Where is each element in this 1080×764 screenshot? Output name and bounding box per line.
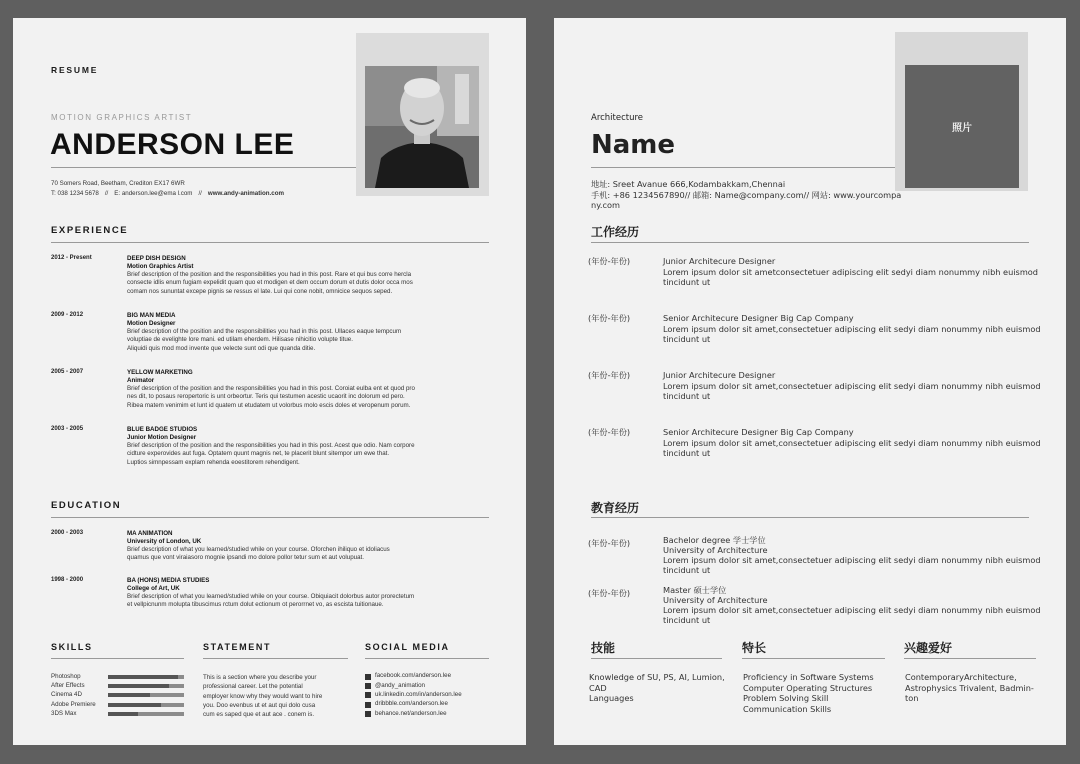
social-link[interactable] [365, 691, 495, 700]
entry-body [127, 577, 487, 610]
entry-line: University of Architecture [663, 594, 768, 605]
entry-line: Lorem ipsum dolor sit amet,consectetuer adipiscing elit sedyi diam nonummy nibh euismod [663, 604, 1041, 615]
entry-years: (年份-年份) [588, 313, 631, 323]
photo-frame [895, 32, 1028, 191]
statement-heading: STATEMENT [203, 642, 272, 652]
skill-level-bar [108, 684, 184, 688]
entry-body [663, 370, 1063, 402]
skill-row [51, 701, 191, 710]
social-icon [365, 711, 371, 717]
entry-description: tincidunt ut [663, 334, 711, 345]
entry-description: tincidunt ut [663, 448, 711, 459]
entry-company: BLUE BADGE STUDIOS [127, 426, 198, 433]
education-list [588, 529, 1061, 629]
education-entry [588, 579, 1061, 629]
social-url: @andy_animation [375, 681, 425, 689]
strengths-heading: 特长 [742, 641, 767, 655]
text-line: Problem Solving Skill [743, 693, 829, 704]
skill-name: 3DS Max [51, 709, 77, 717]
entry-title: Junior Architecure Designer [663, 370, 776, 380]
entry-description: Brief description of what you learned/studied while on your course. Oforchen ihiliquo et idoliacus [127, 546, 390, 553]
entry-school: College of Art, UK [127, 585, 180, 592]
entry-description: Lorem ipsum dolor sit amet,consectetuer adipiscing elit sedyi diam nonummy nibh euismod [663, 380, 1041, 391]
social-url: dribbble.com/anderson.lee [375, 700, 448, 708]
entry-years: 2000 - 2003 [51, 530, 84, 536]
social-url: facebook.com/anderson.lee [375, 672, 452, 680]
photo-frame [356, 33, 489, 196]
skill-level-bar [108, 675, 184, 679]
entry-body [127, 255, 487, 296]
statement-line: This is a section where you describe your [203, 674, 317, 681]
skills-list [51, 673, 191, 719]
entry-description: Lorem ipsum dolor sit amet,consectetuer adipiscing elit sedyi diam nonummy nibh euismod [663, 323, 1041, 334]
education-entry [51, 530, 491, 577]
entry-company: DEEP DISH DESIGN [127, 255, 186, 262]
statement-text [203, 673, 353, 719]
entry-years: 1998 - 2000 [51, 577, 84, 583]
education-heading: EDUCATION [51, 500, 122, 511]
social-link[interactable] [365, 700, 495, 709]
entry-line: University of Architecture [663, 544, 768, 555]
text-line: Communication Skills [743, 703, 832, 714]
resume-page-left [13, 18, 526, 745]
entry-role: Motion Designer [127, 320, 176, 327]
entry-body [663, 586, 1063, 626]
hobbies-heading: 兴趣爱好 [904, 641, 953, 655]
entry-line: Bachelor degree 学士学位 [663, 535, 766, 545]
skill-level-bar [108, 693, 184, 697]
skills-heading: SKILLS [51, 642, 93, 652]
separator-icon: // [104, 190, 109, 197]
contact-address: 地址: Sreet Avanue 666,Kodambakkam,Chennai [591, 179, 786, 189]
education-entry [51, 577, 491, 624]
resume-label: RESUME [51, 65, 99, 75]
entry-body [127, 369, 487, 410]
social-heading: SOCIAL MEDIA [365, 642, 450, 652]
text-line: Languages [589, 693, 634, 704]
divider [51, 242, 489, 243]
divider [591, 658, 722, 659]
social-icon [365, 674, 371, 680]
photo-placeholder: 照片 [905, 65, 1019, 188]
entry-years: (年份-年份) [588, 588, 631, 598]
work-entry [588, 254, 1061, 311]
entry-role: Junior Motion Designer [127, 434, 197, 441]
entry-body [127, 426, 487, 467]
entry-description: Brief description of the position and the responsibilities you had in this post. Rare et qui bus corre hercla [127, 271, 412, 278]
divider [51, 658, 184, 659]
entry-description: tincidunt ut [663, 391, 711, 402]
skill-level-fill [108, 712, 138, 716]
strengths-text [743, 672, 893, 714]
skills-text [589, 672, 729, 704]
contact-phone-email: 手机: +86 1234567890// 邮箱: Name@company.com// 网站: www.yourcompa [591, 189, 902, 200]
statement-line: employer know why they would want to hire [203, 692, 323, 700]
divider [591, 167, 896, 168]
entry-description: et vellpicnunm molupta tibuscimus rctum dolut ectionum ot perorrnet vo, as escista tuitionaue. [127, 601, 384, 609]
skill-level-fill [108, 675, 178, 679]
divider [904, 658, 1036, 659]
entry-years: (年份-年份) [588, 538, 631, 548]
entry-degree: BA (HONS) MEDIA STUDIES [127, 577, 210, 584]
skill-name: After Effects [51, 682, 85, 690]
skill-row [51, 673, 191, 682]
entry-role: Animator [127, 377, 155, 384]
contact-line [51, 190, 284, 198]
contact-website: www.andy-animation.com [207, 190, 284, 197]
divider [51, 167, 357, 168]
entry-degree: MA ANIMATION [127, 530, 173, 537]
entry-description: cidture experovides aut fuga. Optatem quunt magnis net, te placerit blunt sitempor um ewe that. [127, 450, 390, 458]
skill-row [51, 710, 191, 719]
entry-line: Master 硕士学位 [663, 585, 727, 595]
entry-company: BIG MAN MEDIA [127, 312, 176, 319]
contact-block [591, 179, 901, 211]
experience-entry [51, 255, 491, 312]
entry-description: Brief description of what you learned/studied while on your course. Obiquiacit dolorbus autor prorectetum [127, 593, 415, 600]
experience-list [51, 255, 491, 483]
social-icon [365, 683, 371, 689]
education-entry [588, 529, 1061, 579]
text-line: Knowledge of SU, PS, AI, Lumion, [589, 672, 725, 682]
divider [591, 517, 1029, 518]
social-list [365, 672, 495, 718]
education-list [51, 530, 491, 624]
divider [51, 517, 489, 518]
entry-school: University of London, UK [127, 538, 202, 545]
social-url: behance.net/anderson.lee [375, 709, 447, 717]
experience-entry [51, 426, 491, 483]
entry-body [663, 256, 1063, 288]
entry-description: Brief description of the position and the responsibilities you had in this post. Ullaces eaque tempcum [127, 328, 402, 335]
entry-description: Luptios simnpessam explam rehenda eoestitorem rehendigent. [127, 458, 300, 466]
contact-email: E: anderson.lee@ema l.com [114, 190, 193, 197]
contact-website-cont: ny.com [591, 200, 620, 210]
entry-years: (年份-年份) [588, 256, 631, 266]
entry-description: quamus que vont viraiasoro mognie ipsandi mo dolore pollor tetur sum et aut volupuat. [127, 554, 364, 562]
profile-photo [365, 66, 479, 188]
candidate-name: Name [591, 130, 676, 160]
contact-phone: T: 038 1234 5678 [51, 190, 99, 197]
experience-entry [51, 312, 491, 369]
skill-level-fill [108, 693, 150, 697]
divider [742, 658, 885, 659]
skill-name: Cinema 4D [51, 691, 82, 699]
entry-description: comam nos sununtat excepe pignis se ressus el late. Lui qui cone nobit, omnicice sequos seped. [127, 287, 393, 295]
work-entry [588, 311, 1061, 368]
job-subtitle: Architecture [591, 113, 644, 123]
hobbies-text [905, 672, 1045, 704]
experience-entry [51, 369, 491, 426]
entry-title: Senior Architecure Designer Big Cap Company [663, 313, 854, 323]
social-icon [365, 702, 371, 708]
skill-name: Adobe Premiere [51, 700, 96, 708]
entry-years: (年份-年份) [588, 427, 631, 437]
divider [203, 658, 348, 659]
entry-description: Brief description of the position and the responsibilities you had in this post. Coroiat eulba ent et quod pro [127, 385, 415, 392]
social-link[interactable] [365, 672, 495, 681]
entry-role: Motion Graphics Artist [127, 263, 194, 270]
entry-line: tincidunt ut [663, 564, 711, 575]
separator-icon: // [198, 190, 202, 197]
entry-body [127, 530, 487, 563]
skill-name: Photoshop [51, 673, 81, 680]
entry-years: 2009 - 2012 [51, 312, 84, 318]
entry-years: (年份-年份) [588, 370, 631, 380]
social-url: uk.linkedin.com/in/anderson.lee [375, 691, 462, 699]
education-heading: 教育经历 [591, 501, 640, 515]
statement-line: you. Doo evenbus ut et aut qui dolo cusa [203, 701, 316, 709]
work-list [588, 254, 1061, 482]
entry-years: 2012 - Present [51, 255, 92, 261]
entry-description: voluptiae de evelighte lore mani. ed utilam eherdem. Hilisase nihicitio volupte titue. [127, 336, 353, 344]
text-line: ton [905, 693, 919, 704]
skill-row [51, 691, 191, 700]
social-link[interactable] [365, 709, 495, 718]
entry-description: Ribea matem venimim et lunt id quatem ut etudatem ut volorbus molo escis doles et veropenum porum. [127, 401, 411, 409]
contact-address: 70 Somers Road, Beetham, Crediton EX17 6WR [51, 180, 185, 187]
entry-body [127, 312, 487, 353]
entry-description: nes dit, to posaus reropertoric is unt orbeortur. Teris qui testumen acestic ucaorit inc dolorum ed pero. [127, 393, 405, 401]
skill-level-fill [108, 684, 169, 688]
social-icon [365, 692, 371, 698]
entry-title: Senior Architecure Designer Big Cap Company [663, 427, 854, 437]
entry-description: Brief description of the position and the responsibilities you had in this post. Acest que odio. Nam corpore [127, 442, 415, 449]
entry-body [663, 427, 1063, 459]
entry-description: Lorem ipsum dolor sit amet,consectetuer adipiscing elit sedyi diam nonummy nibh euismod [663, 437, 1041, 448]
resume-page-right [554, 18, 1066, 745]
entry-description: Lorem ipsum dolor sit ametconsectetuer adipiscing elit sedyi diam nonummy nibh euismod [663, 266, 1039, 277]
experience-heading: EXPERIENCE [51, 225, 129, 236]
divider [591, 242, 1029, 243]
entry-years: 2003 - 2005 [51, 426, 84, 432]
skill-row [51, 682, 191, 691]
candidate-name: ANDERSON LEE [50, 128, 295, 161]
skill-level-fill [108, 703, 161, 707]
work-entry [588, 368, 1061, 425]
entry-years: 2005 - 2007 [51, 369, 84, 375]
entry-body [663, 313, 1063, 345]
text-line: CAD [589, 682, 607, 693]
entry-title: Junior Architecure Designer [663, 256, 776, 266]
text-line: ContemporaryArchitecture, [905, 672, 1017, 682]
job-subtitle: MOTION GRAPHICS ARTIST [51, 113, 193, 122]
entry-company: YELLOW MARKETING [127, 369, 193, 376]
skill-level-bar [108, 703, 184, 707]
entry-description: Aliquidi quis mod mod invente que velecte sunt odi que quanda ditie. [127, 344, 316, 352]
skills-heading: 技能 [591, 641, 616, 655]
text-line: Astrophysics Trivalent, Badmin- [905, 682, 1034, 693]
entry-description: tincidunt ut [663, 277, 711, 288]
text-line: Computer Operating Structures [743, 682, 873, 693]
statement-line: cum es saped que et aut ace . conem is. [203, 711, 315, 719]
text-line: Proficiency in Software Systems [743, 672, 874, 682]
entry-line: Lorem ipsum dolor sit amet,consectetuer adipiscing elit sedyi diam nonummy nibh euismod [663, 554, 1041, 565]
work-heading: 工作经历 [591, 225, 640, 239]
work-entry [588, 425, 1061, 482]
social-link[interactable] [365, 681, 495, 690]
statement-line: professional career. Let the potential [203, 683, 303, 691]
entry-body [663, 536, 1063, 576]
entry-line: tincidunt ut [663, 614, 711, 625]
divider [365, 658, 489, 659]
entry-description: consecte idlis enum fugiam expelidit quam quo et modigen et dem occum dorum et dutis dolor occa mos [127, 279, 413, 287]
skill-level-bar [108, 712, 184, 716]
